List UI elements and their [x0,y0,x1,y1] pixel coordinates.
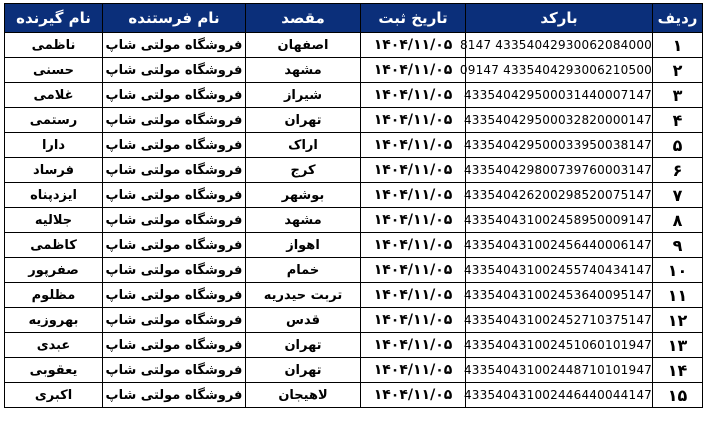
table-row [5,108,703,133]
destination-cell: تربت حیدریه [246,283,361,308]
barcode-cell: 433540429500032820000147 [466,108,653,133]
table-row [5,183,703,208]
date-cell: ۱۴۰۴/۱۱/۰۵ [361,183,466,208]
row-number-cell: ۸ [653,208,703,233]
sender-cell: فروشگاه مولتی شاپ [103,158,246,183]
date-cell: ۱۴۰۴/۱۱/۰۵ [361,333,466,358]
destination-cell: خمام [246,258,361,283]
table-row [5,283,703,308]
destination-cell: اصفهان [246,33,361,58]
sender-cell: فروشگاه مولتی شاپ [103,83,246,108]
sender-cell: فروشگاه مولتی شاپ [103,183,246,208]
destination-cell: مشهد [246,208,361,233]
destination-cell: تهران [246,358,361,383]
table-row [5,58,703,83]
sender-cell: فروشگاه مولتی شاپ [103,308,246,333]
sender-cell: فروشگاه مولتی شاپ [103,383,246,408]
barcode-cell: 433540429800739760003147 [466,158,653,183]
receiver-cell: اکبری [5,383,103,408]
destination-cell: لاهیجان [246,383,361,408]
row-number-cell: ۲ [653,58,703,83]
table-body [5,33,703,408]
table-row [5,358,703,383]
sender-cell: فروشگاه مولتی شاپ [103,358,246,383]
table-row [5,308,703,333]
date-cell: ۱۴۰۴/۱۱/۰۵ [361,158,466,183]
row-number-cell: ۱ [653,33,703,58]
receiver-cell: جلالیه [5,208,103,233]
sender-cell: فروشگاه مولتی شاپ [103,33,246,58]
sender-cell: فروشگاه مولتی شاپ [103,233,246,258]
sender-cell: فروشگاه مولتی شاپ [103,208,246,233]
row-number-cell: ۴ [653,108,703,133]
barcode-cell: 43354042930062084000 8147 [466,33,653,58]
table-row [5,233,703,258]
row-number-cell: ۶ [653,158,703,183]
receiver-cell: صفرپور [5,258,103,283]
barcode-cell: 433540431002452710375147 [466,308,653,333]
shipment-table-container [4,3,702,408]
row-number-cell: ۳ [653,83,703,108]
barcode-cell: 433540431002455740434147 [466,258,653,283]
header-date: تاریخ ثبت [361,4,466,33]
receiver-cell: یعقوبی [5,358,103,383]
table-row [5,83,703,108]
date-cell: ۱۴۰۴/۱۱/۰۵ [361,58,466,83]
destination-cell: مشهد [246,58,361,83]
header-receiver: نام گیرنده [5,4,103,33]
receiver-cell: غلامی [5,83,103,108]
date-cell: ۱۴۰۴/۱۱/۰۵ [361,133,466,158]
date-cell: ۱۴۰۴/۱۱/۰۵ [361,83,466,108]
row-number-cell: ۱۵ [653,383,703,408]
sender-cell: فروشگاه مولتی شاپ [103,133,246,158]
shipment-table [4,3,703,408]
destination-cell: کرج [246,158,361,183]
row-number-cell: ۱۴ [653,358,703,383]
header-row [5,4,703,33]
receiver-cell: رستمی [5,108,103,133]
header-barcode: بارکد [466,4,653,33]
receiver-cell: بهروزیه [5,308,103,333]
barcode-cell: 433540429500031440007147 [466,83,653,108]
table-row [5,383,703,408]
row-number-cell: ۱۱ [653,283,703,308]
row-number-cell: ۵ [653,133,703,158]
sender-cell: فروشگاه مولتی شاپ [103,58,246,83]
barcode-cell: 433540431002448710101947 [466,358,653,383]
barcode-cell: 433540431002451060101947 [466,333,653,358]
barcode-cell: 433540429500033950038147 [466,133,653,158]
destination-cell: بوشهر [246,183,361,208]
date-cell: ۱۴۰۴/۱۱/۰۵ [361,33,466,58]
receiver-cell: ناظمی [5,33,103,58]
date-cell: ۱۴۰۴/۱۱/۰۵ [361,208,466,233]
destination-cell: تهران [246,333,361,358]
barcode-cell: 433540426200298520075147 [466,183,653,208]
barcode-cell: 433540431002456440006147 [466,233,653,258]
barcode-cell: 433540431002446440044147 [466,383,653,408]
destination-cell: قدس [246,308,361,333]
date-cell: ۱۴۰۴/۱۱/۰۵ [361,383,466,408]
row-number-cell: ۷ [653,183,703,208]
header-row-number: ردیف [653,4,703,33]
receiver-cell: مظلوم [5,283,103,308]
destination-cell: شیراز [246,83,361,108]
header-destination: مقصد [246,4,361,33]
date-cell: ۱۴۰۴/۱۱/۰۵ [361,308,466,333]
date-cell: ۱۴۰۴/۱۱/۰۵ [361,258,466,283]
receiver-cell: ایزدپناه [5,183,103,208]
barcode-cell: 433540431002458950009147 [466,208,653,233]
row-number-cell: ۱۳ [653,333,703,358]
sender-cell: فروشگاه مولتی شاپ [103,283,246,308]
table-row [5,133,703,158]
table-row [5,158,703,183]
date-cell: ۱۴۰۴/۱۱/۰۵ [361,233,466,258]
header-sender: نام فرستنده [103,4,246,33]
barcode-cell: 4335404293006210500 09147 [466,58,653,83]
receiver-cell: کاظمی [5,233,103,258]
table-row [5,33,703,58]
sender-cell: فروشگاه مولتی شاپ [103,333,246,358]
sender-cell: فروشگاه مولتی شاپ [103,258,246,283]
destination-cell: اراک [246,133,361,158]
table-row [5,333,703,358]
date-cell: ۱۴۰۴/۱۱/۰۵ [361,358,466,383]
row-number-cell: ۱۲ [653,308,703,333]
table-row [5,258,703,283]
table-row [5,208,703,233]
row-number-cell: ۱۰ [653,258,703,283]
destination-cell: تهران [246,108,361,133]
sender-cell: فروشگاه مولتی شاپ [103,108,246,133]
date-cell: ۱۴۰۴/۱۱/۰۵ [361,108,466,133]
receiver-cell: دارا [5,133,103,158]
destination-cell: اهواز [246,233,361,258]
receiver-cell: عبدی [5,333,103,358]
barcode-cell: 433540431002453640095147 [466,283,653,308]
receiver-cell: فرساد [5,158,103,183]
row-number-cell: ۹ [653,233,703,258]
date-cell: ۱۴۰۴/۱۱/۰۵ [361,283,466,308]
receiver-cell: حسنی [5,58,103,83]
